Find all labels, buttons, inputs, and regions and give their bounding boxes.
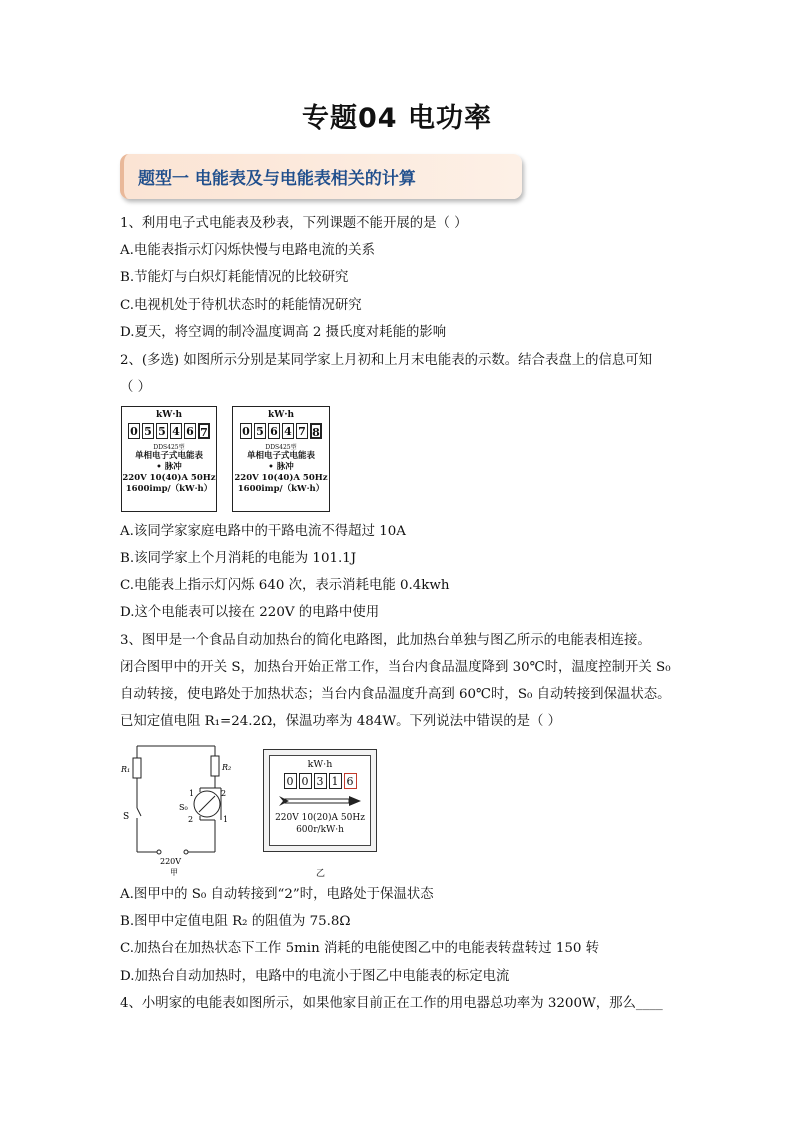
meter-pulse: • 脉冲	[156, 462, 182, 472]
meter-digits	[233, 423, 329, 439]
meter-digits	[122, 423, 216, 439]
q2-stem: 2、(多选) 如图所示分别是某同学家上月初和上月末电能表的示数。结合表盘上的信息可知	[120, 353, 653, 368]
q1-option-d: D.夏天，将空调的制冷温度调高 2 摄氏度对耗能的影响	[120, 325, 447, 340]
page-title: 专题04 电功率	[302, 103, 492, 134]
q2-option-b: B.该同学家上个月消耗的电能为 101.1J	[120, 551, 357, 566]
meter-imp: 1600imp/（kW·h）	[237, 484, 325, 494]
label-r1: R₁	[121, 765, 131, 774]
meter-digit: 0	[284, 773, 297, 789]
section-banner-text: 题型一 电能表及与电能表相关的计算	[138, 169, 416, 189]
label-s: S	[123, 812, 130, 822]
label-voltage: 220V	[160, 857, 182, 866]
q1-option-c: C.电视机处于待机状态时的耗能情况研究	[120, 298, 362, 313]
meter-digit: 0	[240, 423, 252, 439]
meter-imp: 1600imp/（kW·h）	[125, 484, 213, 494]
meter-name: 单相电子式电能表	[246, 451, 315, 461]
meter-digit: 3	[314, 773, 327, 789]
meter-rating: 220V 10(40)A 50Hz	[122, 473, 216, 483]
meter-yi	[263, 749, 377, 852]
meter-unit: kW·h	[307, 759, 333, 770]
meter-digit: 6	[344, 773, 357, 789]
label-contact-2b: 2	[188, 815, 194, 824]
meter-digit: 7	[296, 423, 308, 439]
meter-digit: 5	[142, 423, 154, 439]
q2-option-d: D.这个电能表可以接在 220V 的电路中使用	[120, 605, 380, 620]
q3-line-1: 3、图甲是一个食品自动加热台的简化电路图，此加热台单独与图乙所示的电能表相连接。	[120, 633, 651, 648]
q2-option-c: C.电能表上指示灯闪烁 640 次，表示消耗电能 0.4kwh	[120, 578, 450, 593]
meter-start-of-month	[121, 406, 217, 512]
meter-unit: kW·h	[155, 410, 183, 420]
label-r2: R₂	[222, 763, 232, 772]
meter-digit: 4	[282, 423, 294, 439]
meter-digits	[270, 773, 370, 789]
meter-digit: 0	[299, 773, 312, 789]
section-banner	[120, 154, 522, 199]
label-contact-1: 1	[189, 789, 195, 798]
circuit-diagram	[115, 740, 235, 876]
q3-option-a: A.图甲中的 S₀ 自动转接到“2”时，电路处于保温状态	[120, 887, 434, 902]
q2-option-a: A.该同学家家庭电路中的干路电流不得超过 10A	[120, 524, 406, 539]
q3-option-d: D.加热台自动加热时，电路中的电流小于图乙中电能表的标定电流	[120, 969, 510, 984]
label-contact-2: 2	[221, 789, 227, 798]
q1-option-b: B.节能灯与白炽灯耗能情况的比较研究	[120, 270, 349, 285]
q3-line-2: 闭合图甲中的开关 S，加热台开始正常工作，当台内食品温度降到 30℃时，温度控制开关 S₀	[120, 660, 671, 675]
meter-digit: 1	[329, 773, 342, 789]
meter-rev: 600r/kW·h	[296, 825, 344, 835]
q3-line-4: 已知定值电阻 R₁=24.2Ω，保温功率为 484W。下列说法中错误的是（ ）	[120, 714, 562, 729]
meter-yi-face	[269, 755, 371, 846]
meter-digit: 4	[170, 423, 182, 439]
meter-digit: 5	[254, 423, 266, 439]
q3-option-b: B.图甲中定值电阻 R₂ 的阻值为 75.8Ω	[120, 914, 351, 929]
meter-digit: 7	[198, 423, 210, 439]
meter-name: 单相电子式电能表	[134, 451, 203, 461]
q1-option-a: A.电能表指示灯闪烁快慢与电路电流的关系	[120, 243, 375, 258]
meter-rating: 220V 10(40)A 50Hz	[234, 473, 328, 483]
label-s0: S₀	[179, 803, 188, 812]
resistor-r2	[211, 756, 219, 776]
meter-unit: kW·h	[267, 410, 295, 420]
meter-digit: 5	[156, 423, 168, 439]
label-contact-1b: 1	[223, 815, 229, 824]
caption-jia: 甲	[170, 868, 178, 876]
q2-stem-bracket: （ ）	[120, 380, 152, 395]
q4-stem: 4、小明家的电能表如图所示，如果他家目前正在工作的用电器总功率为 3200W，那么____	[120, 996, 663, 1011]
meter-digit: 0	[128, 423, 140, 439]
meter-model: DDS425型	[265, 444, 297, 451]
meter-digit: 8	[310, 423, 322, 439]
meter-digit: 6	[184, 423, 196, 439]
meter-pulse: • 脉冲	[268, 462, 294, 472]
caption-yi: 乙	[316, 869, 326, 879]
q3-option-c: C.加热台在加热状态下工作 5min 消耗的电能使图乙中的电能表转盘转过 150 转	[120, 941, 600, 956]
q1-stem: 1、利用电子式电能表及秒表，下列课题不能开展的是（ ）	[120, 216, 468, 231]
meter-end-of-month	[232, 406, 330, 512]
rotating-disk-arrow-icon	[275, 794, 365, 808]
q3-line-3: 自动转接，使电路处于加热状态；当台内食品温度升高到 60℃时，S₀ 自动转接到保温状态。	[120, 687, 671, 702]
meter-model: DDS425型	[153, 444, 185, 451]
meter-digit: 6	[268, 423, 280, 439]
meter-rating: 220V 10(20)A 50Hz	[275, 813, 365, 823]
resistor-r1	[133, 758, 141, 778]
